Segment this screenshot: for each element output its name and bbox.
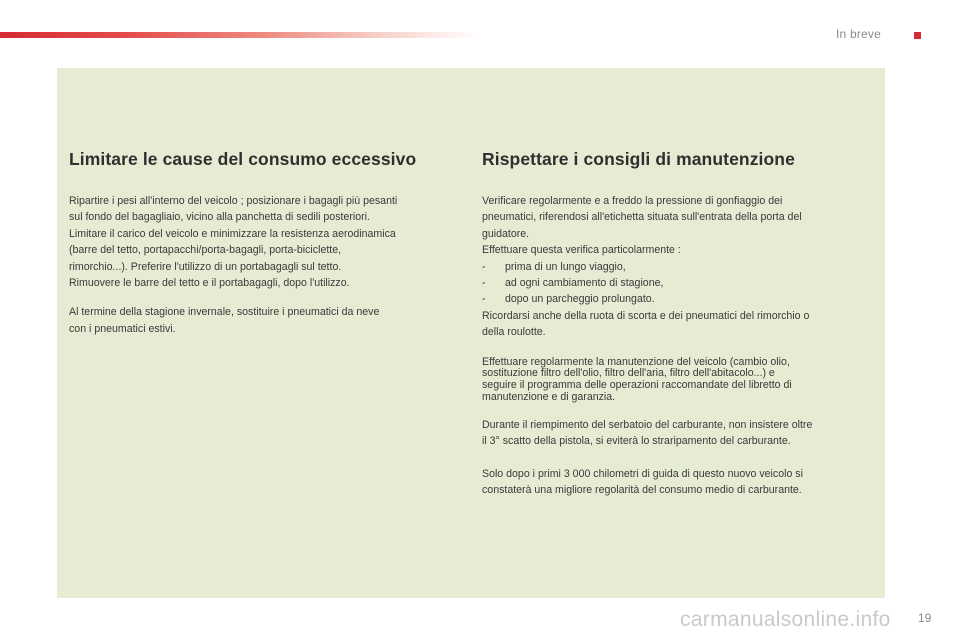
right-paragraph-1-end xyxy=(482,308,874,341)
header-accent-bar xyxy=(0,32,480,38)
text-line: constaterà una migliore regolarità del consumo medio di carburante. xyxy=(482,484,802,497)
text-line: guidatore. xyxy=(482,227,530,240)
right-paragraph-1 xyxy=(482,193,874,259)
right-paragraph-4 xyxy=(482,466,874,499)
text-line: manutenzione e di garanzia. xyxy=(482,391,616,404)
text-line: della roulotte. xyxy=(482,326,546,339)
text-line: (barre del tetto, portapacchi/porta-bagagli, porta-biciclette, xyxy=(69,244,342,257)
right-column xyxy=(482,148,874,498)
list-item-text: dopo un parcheggio prolungato. xyxy=(505,293,655,306)
text-line: Al termine della stagione invernale, sostituire i pneumatici da neve xyxy=(69,306,380,319)
section-marker-square xyxy=(914,32,921,39)
list-item: - prima di un lungo viaggio, xyxy=(482,259,874,275)
text-line: Verificare regolarmente e a freddo la pressione di gonfiaggio dei xyxy=(482,195,783,207)
text-line: Limitare il carico del veicolo e minimizzare la resistenza aerodinamica xyxy=(69,227,396,240)
text-line: Solo dopo i primi 3 000 chilometri di guida di questo nuovo veicolo si xyxy=(482,467,803,480)
page-number: 19 xyxy=(918,611,932,625)
left-paragraph-2 xyxy=(69,304,461,337)
text-line: rimorchio...). Preferire l'utilizzo di un portabagagli sul tetto. xyxy=(69,260,342,273)
text-line: con i pneumatici estivi. xyxy=(69,322,176,335)
text-line: Effettuare questa verifica particolarmente : xyxy=(482,244,681,257)
bullet-list xyxy=(482,259,874,308)
text-line: sostituzione filtro dell'olio, filtro dell'aria, filtro dell'abitacolo...) e xyxy=(482,367,775,380)
text-line: pneumatici, riferendosi all'etichetta situata sull'entrata della porta del xyxy=(482,211,802,224)
list-item: - ad ogni cambiamento di stagione, xyxy=(482,275,874,291)
left-paragraph-1 xyxy=(69,193,461,291)
text-line: Effettuare regolarmente la manutenzione del veicolo (cambio olio, xyxy=(482,355,790,368)
text-line: sul fondo del bagagliaio, vicino alla panchetta di sedili posteriori. xyxy=(69,211,370,224)
right-paragraph-2 xyxy=(482,357,874,404)
list-item-text: prima di un lungo viaggio, xyxy=(505,260,626,273)
left-column xyxy=(69,148,461,337)
list-item: - dopo un parcheggio prolungato. xyxy=(482,291,874,307)
left-heading: Limitare le cause del consumo eccessivo xyxy=(69,149,417,169)
text-line: Rimuovere le barre del tetto e il portabagagli, dopo l'utilizzo. xyxy=(69,277,350,290)
section-label: In breve xyxy=(836,27,881,41)
watermark: carmanualsonline.info xyxy=(680,608,891,631)
right-paragraph-3 xyxy=(482,417,874,450)
text-line: il 3° scatto della pistola, si eviterà lo straripamento del carburante. xyxy=(482,435,791,448)
right-heading: Rispettare i consigli di manutenzione xyxy=(482,149,795,169)
list-item-text: ad ogni cambiamento di stagione, xyxy=(505,277,664,290)
text-line: Ricordarsi anche della ruota di scorta e dei pneumatici del rimorchio o xyxy=(482,309,810,322)
text-line: Ripartire i pesi all'interno del veicolo ; posizionare i bagagli più pesanti xyxy=(69,195,398,207)
content-panel xyxy=(57,68,885,598)
text-line: Durante il riempimento del serbatoio del carburante, non insistere oltre xyxy=(482,418,813,431)
text-line: seguire il programma delle operazioni raccomandate del libretto di xyxy=(482,379,792,392)
